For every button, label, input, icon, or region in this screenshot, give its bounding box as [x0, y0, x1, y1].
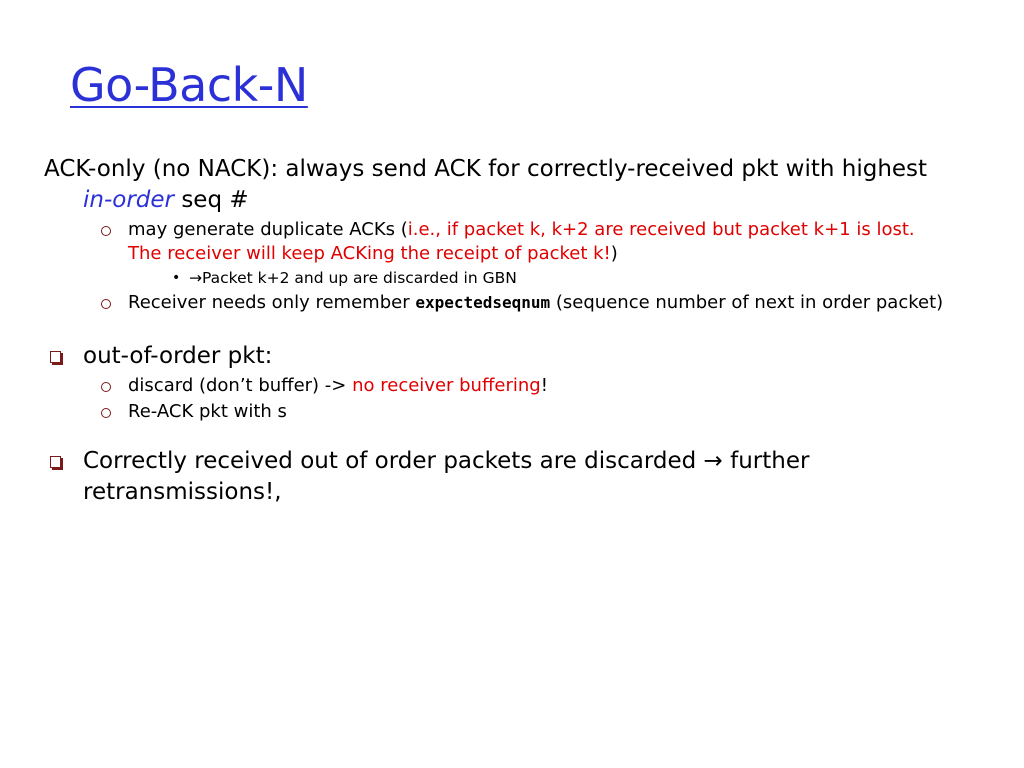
bullet-re-ack	[128, 400, 944, 424]
bullet-packets-discarded	[172, 267, 944, 289]
no-receiver-buffering: no receiver buffering	[352, 375, 541, 396]
slide-body	[44, 154, 944, 508]
expectedseqnum-code: expectedseqnum	[415, 293, 551, 312]
dot-bullet-icon: •	[172, 270, 181, 286]
spacer	[44, 424, 944, 446]
duplicate-acks-text: may generate duplicate ACKs (	[128, 219, 408, 240]
spacer	[44, 315, 944, 341]
out-of-order-text: out-of-order pkt:	[83, 343, 273, 369]
slide-title: Go-Back-N	[70, 58, 308, 112]
receiver-needs-text: Receiver needs only remember	[128, 292, 416, 313]
bullet-duplicate-acks	[128, 218, 944, 266]
duplicate-acks-close: )	[610, 243, 618, 264]
box-bullet-icon	[50, 456, 61, 468]
correctly-received-text: Correctly received out of order packets are discarded → further retransmissions!,	[83, 448, 810, 505]
sequence-number-text: (sequence number of next in order packet)	[550, 292, 944, 313]
bullet-expectedseqnum	[128, 291, 944, 315]
discard-text: discard (don’t buffer) ->	[128, 375, 353, 396]
exclamation: !	[540, 375, 548, 396]
bullet-discard	[128, 374, 944, 398]
re-ack-text: Re-ACK pkt with s	[128, 401, 287, 422]
duplicate-acks-example: i.e., if packet k, k+2 are received but packet k+1 is lost. The receiver will keep ACKing the receipt of packet k!	[128, 219, 915, 264]
ring-bullet-icon	[101, 408, 111, 418]
bullet-out-of-order	[44, 341, 944, 372]
ack-only-text: ACK-only (no NACK): always send ACK for correctly-received pkt with highest	[44, 156, 928, 182]
ring-bullet-icon	[101, 382, 111, 392]
packets-discarded-text: →Packet k+2 and up are discarded in GBN	[189, 269, 517, 287]
seq-text: seq #	[174, 187, 249, 213]
bullet-correctly-received	[44, 446, 944, 508]
ring-bullet-icon	[101, 299, 111, 309]
in-order-emphasis: in-order	[83, 187, 175, 213]
ring-bullet-icon	[101, 226, 111, 236]
paragraph-ack-only	[44, 154, 944, 216]
box-bullet-icon	[50, 351, 61, 363]
